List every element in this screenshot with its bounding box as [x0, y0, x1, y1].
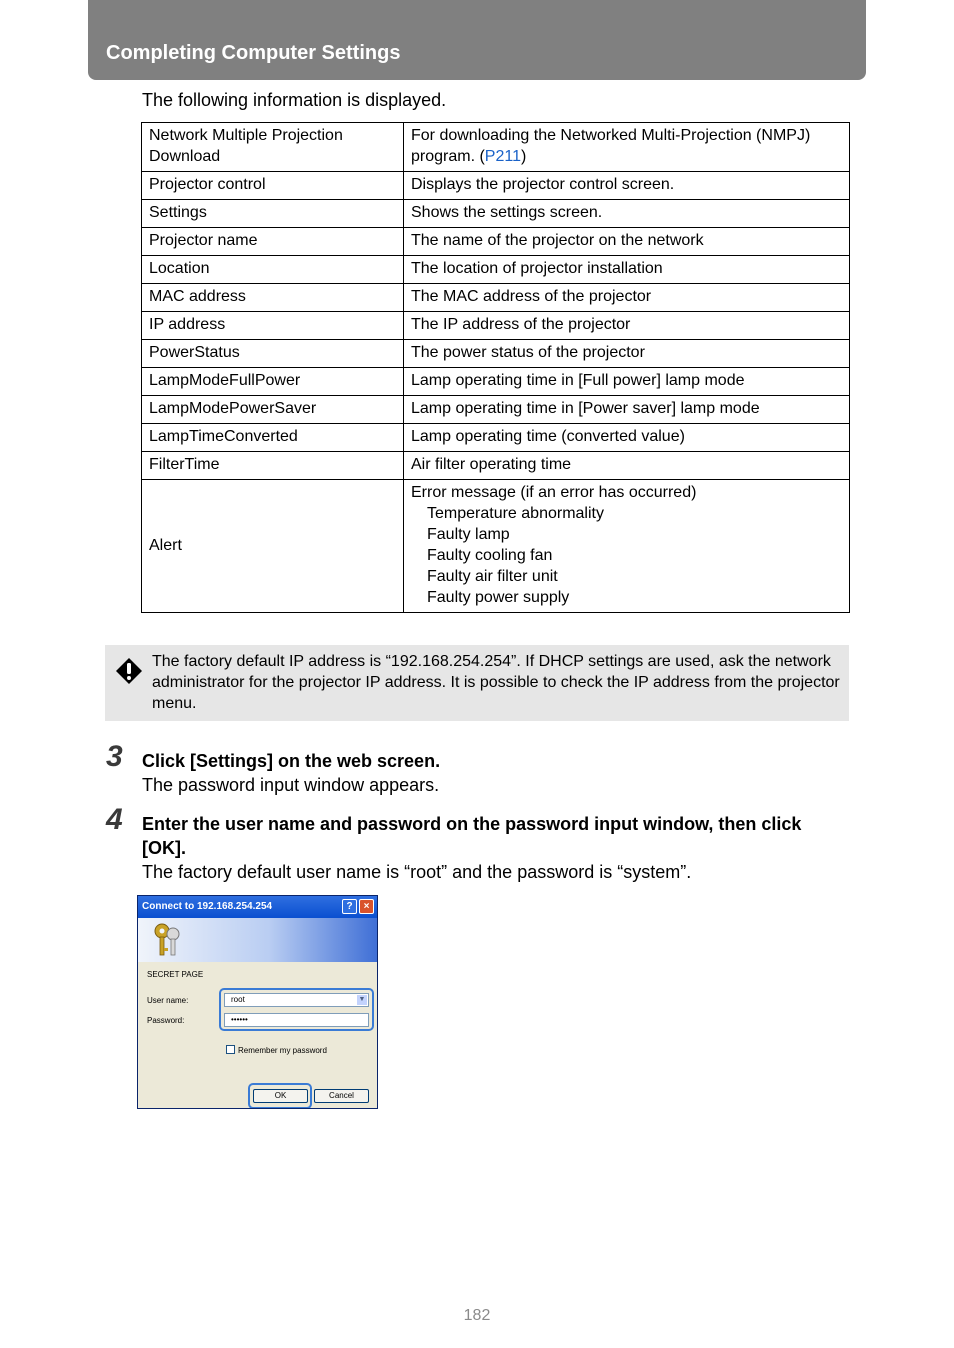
remember-label: Remember my password	[238, 1046, 327, 1055]
intro-text: The following information is displayed.	[142, 90, 447, 110]
dialog-body	[138, 962, 377, 1108]
table-row	[142, 424, 850, 452]
row-name: IP address	[142, 312, 404, 340]
section-title: Completing Computer Settings	[106, 42, 401, 64]
row-desc: Error message (if an error has occurred) Temperature abnormality Faulty lamp Faulty cooling fan Faulty air filter unit Faulty power supply	[404, 480, 850, 613]
password-dialog	[137, 895, 378, 1109]
step-number: 3	[106, 740, 123, 773]
caution-icon	[115, 657, 143, 685]
alert-item: Faulty power supply	[427, 589, 570, 606]
cancel-button[interactable]: Cancel	[314, 1089, 369, 1103]
table-row	[142, 123, 850, 172]
alert-item: Faulty cooling fan	[427, 547, 553, 564]
row-desc: Lamp operating time in [Full power] lamp mode	[404, 368, 850, 396]
row-name: Projector name	[142, 228, 404, 256]
row-name: MAC address	[142, 284, 404, 312]
info-table	[141, 122, 850, 613]
step-number: 4	[106, 803, 123, 836]
step-heading: Enter the user name and password on the password input window, then click [OK].	[142, 814, 802, 858]
section-header	[88, 0, 866, 80]
row-desc: The name of the projector on the network	[404, 228, 850, 256]
user-name-value: root	[231, 995, 245, 1004]
row-name: Settings	[142, 200, 404, 228]
table-row	[142, 452, 850, 480]
alert-item: Temperature abnormality	[427, 505, 604, 522]
realm-label: SECRET PAGE	[147, 970, 204, 979]
table-row	[142, 284, 850, 312]
row-desc: The power status of the projector	[404, 340, 850, 368]
table-row	[142, 172, 850, 200]
table-row	[142, 312, 850, 340]
fields-highlight	[219, 988, 374, 1031]
note-box	[105, 645, 849, 721]
help-button[interactable]: ?	[342, 899, 357, 914]
alert-item: Faulty lamp	[427, 526, 510, 543]
row-name: Network Multiple Projection Download	[142, 123, 404, 172]
row-name: PowerStatus	[142, 340, 404, 368]
row-name: Location	[142, 256, 404, 284]
table-row	[142, 396, 850, 424]
step-heading: Click [Settings] on the web screen.	[142, 751, 441, 771]
row-name: LampModeFullPower	[142, 368, 404, 396]
row-desc: Lamp operating time (converted value)	[404, 424, 850, 452]
user-name-label: User name:	[147, 996, 189, 1005]
row-name: LampTimeConverted	[142, 424, 404, 452]
dialog-banner	[138, 918, 377, 962]
dialog-title: Connect to 192.168.254.254	[142, 901, 273, 912]
row-name: Alert	[142, 480, 404, 613]
table-row	[142, 368, 850, 396]
step-body: The password input window appears.	[142, 775, 440, 795]
row-desc: The MAC address of the projector	[404, 284, 850, 312]
alert-item: Faulty air filter unit	[427, 568, 558, 585]
row-desc: The IP address of the projector	[404, 312, 850, 340]
table-row	[142, 480, 850, 613]
ok-highlight	[248, 1083, 312, 1109]
page-number: 182	[463, 1307, 491, 1324]
row-desc: The location of projector installation	[404, 256, 850, 284]
step-body: The factory default user name is “root” and the password is “system”.	[142, 862, 692, 882]
row-name: FilterTime	[142, 452, 404, 480]
table-row	[142, 256, 850, 284]
password-label: Password:	[147, 1016, 185, 1025]
keys-icon	[152, 922, 184, 958]
row-desc: For downloading the Networked Multi-Projection (NMPJ) program. (P211)	[404, 123, 850, 172]
note-text: The factory default IP address is “192.168.254.254”. If DHCP settings are used, ask the network administrator for the projector IP address. It is possible to check the IP address from the projector menu.	[152, 653, 840, 712]
row-name: Projector control	[142, 172, 404, 200]
chevron-down-icon[interactable]: ▼	[358, 996, 366, 1003]
row-desc: Air filter operating time	[404, 452, 850, 480]
remember-checkbox[interactable]	[226, 1045, 235, 1054]
row-desc: Shows the settings screen.	[404, 200, 850, 228]
table-row	[142, 200, 850, 228]
ok-button[interactable]: OK	[253, 1089, 308, 1103]
row-desc: Displays the projector control screen.	[404, 172, 850, 200]
dialog-titlebar	[138, 896, 377, 918]
password-value: ••••••	[231, 1015, 248, 1024]
row-desc: Lamp operating time in [Power saver] lamp mode	[404, 396, 850, 424]
row-name: LampModePowerSaver	[142, 396, 404, 424]
table-row	[142, 228, 850, 256]
close-button[interactable]: ×	[359, 899, 374, 914]
page-link[interactable]: P211	[484, 148, 521, 165]
table-row	[142, 340, 850, 368]
